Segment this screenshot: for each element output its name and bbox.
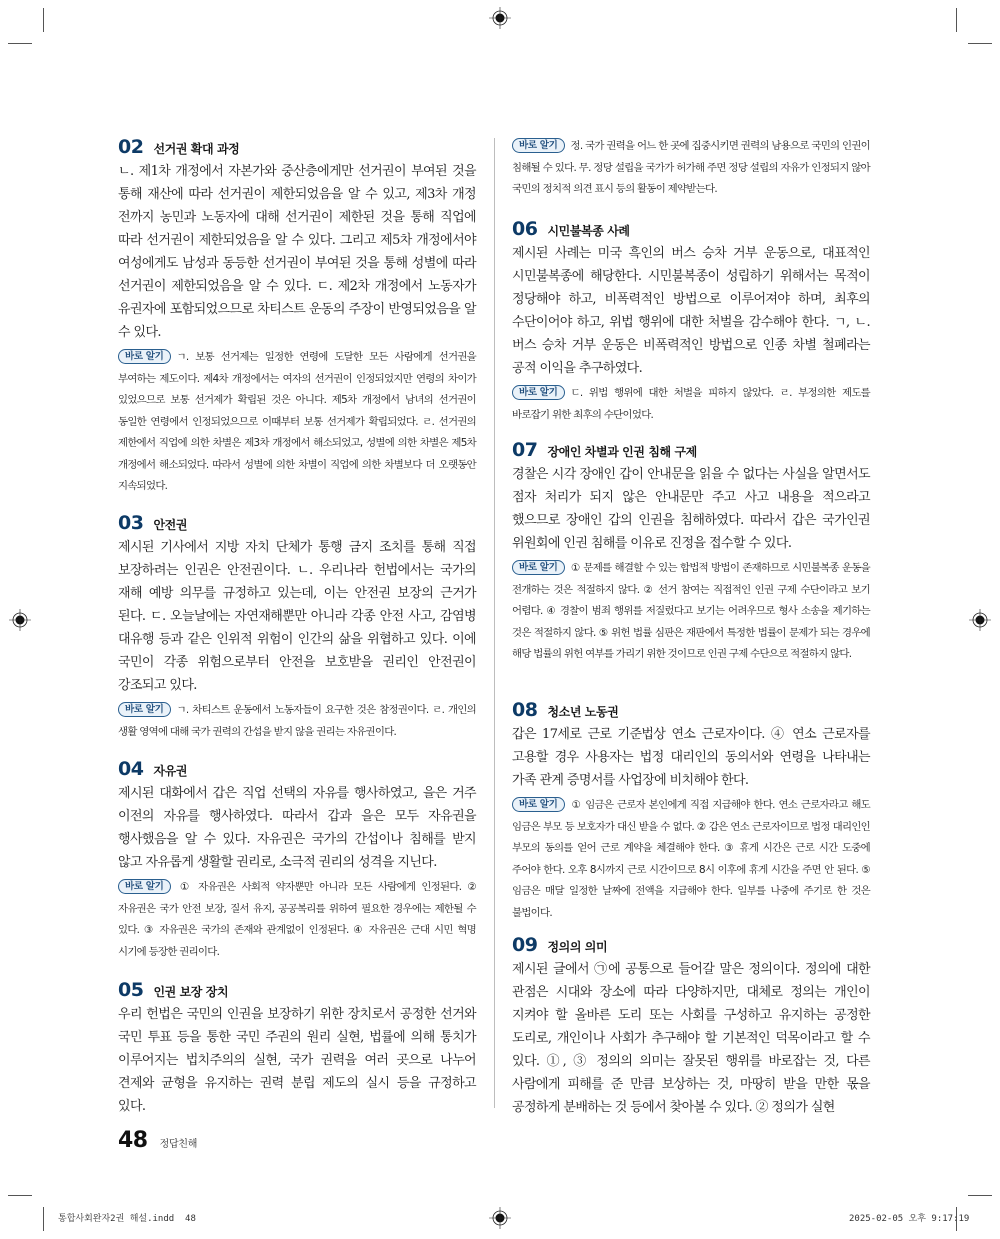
correction-note	[118, 347, 476, 498]
section-body: 제시된 기사에서 지방 자치 단체가 통행 금지 조치를 통해 직접 보장하려는 인권은 안전권이다. ㄴ. 우리나라 헌법에서는 국가의 재해 예방 의무를 규정하고 있는데, 이는 안전권 보장의 근거가 된다. ㄷ. 오늘날에는 자연재해뿐만 아니라 각종 안전 사고, 감염병 대유행 등과 같은 인위적 위험이 인간의 삶을 위협하고 있다. 이에 국민이 각종 위험으로부터 안전을 보호받을 권리인 안전권이 강조되고 있다.	[118, 540, 476, 693]
section-05-note-continued	[512, 136, 870, 201]
section-title: 안전권	[153, 518, 188, 532]
section-number: 04	[118, 758, 144, 780]
section-title: 인권 보장 장치	[153, 985, 229, 999]
registration-mark-icon	[9, 609, 31, 631]
correction-text: ㄷ. 위법 행위에 대한 처벌을 피하지 않았다. ㄹ. 부정의한 제도를 바로잡기 위한 최후의 수단이었다.	[512, 387, 870, 421]
section-heading	[118, 979, 476, 1001]
section-body: ㄴ. 제1차 개정에서 자본가와 중산층에게만 선거권이 부여된 것을 통해 재산에 따라 선거권이 제한되었음을 알 수 있고, 제3차 개정 전까지 농민과 노동자에 대해 선거권이 제한된 것을 통해 직업에 따라 선거권이 제한되었음을 알 수 있다. 그리고 제5차 개정에서야 여성에게도 남성과 동등한 선거권이 부여된 것을 통해 성별에 따라 선거권이 제한되었음을 알 수 있다. ㄷ. 제2차 개정에서 노동자가 유권자에 포함되었으므로 차티스트 운동의 주장이 반영되었음을 알 수 있다.	[118, 164, 476, 340]
section-body: 우리 헌법은 국민의 인권을 보장하기 위한 장치로서 공정한 선거와 국민 투표 등을 통한 국민 주권의 원리 실현, 법률에 의해 통치가 이루어지는 법치주의의 실현, 국가 권력을 여러 곳으로 나누어 견제와 균형을 유지하는 권력 분립 제도의 실시 등을 규정하고 있다.	[118, 1007, 476, 1114]
section-number: 08	[512, 699, 538, 721]
correction-text: ① 임금은 근로자 본인에게 직접 지급해야 한다. 연소 근로자라고 해도 임금은 부모 등 보호자가 대신 받을 수 없다. ② 갑은 연소 근로자이므로 법정 대리인인 부모의 동의를 얻어 근로 계약을 체결해야 한다. ③ 휴게 시간은 근로 시간 도중에 주어야 한다. 오후 8시까지 근로 시간이므로 8시 이후에 휴게 시간을 주면 안 된다. ⑤ 임금은 매달 일정한 날짜에 전액을 지급해야 한다. 일부를 나중에 주기로 한 것은 불법이다.	[512, 799, 870, 919]
section-08	[512, 699, 870, 924]
section-heading	[512, 218, 870, 240]
correction-badge: 바로 알기	[512, 797, 565, 812]
registration-mark-icon	[489, 1207, 511, 1229]
slug-datetime: 2025-02-05 오후 9:17:19	[849, 1214, 970, 1224]
correction-badge: 바로 알기	[118, 879, 171, 894]
section-title: 정의의 의미	[547, 940, 608, 954]
section-title: 자유권	[153, 764, 188, 778]
section-body: 갑은 17세로 근로 기준법상 연소 근로자이다. ④ 연소 근로자를 고용할 경우 사용자는 법정 대리인의 동의서와 연령을 나타내는 가족 관계 증명서를 사업장에 비치해야 한다.	[512, 727, 870, 788]
correction-note	[118, 700, 476, 743]
section-heading	[118, 512, 476, 534]
registration-mark-icon	[969, 609, 991, 631]
section-heading	[118, 136, 476, 158]
section-09	[512, 934, 870, 1119]
crop-mark-top-left-v	[43, 8, 44, 32]
crop-mark-top-left-h	[8, 43, 32, 44]
section-body: 제시된 글에서 ㉠에 공통으로 들어갈 말은 정의이다. 정의에 대한 관점은 시대와 장소에 따라 다양하지만, 대체로 정의는 개인이 지켜야 할 올바른 도리 또는 사회를 구성하고 유지하는 공정한 도리로, 개인이나 사회가 추구해야 할 기본적인 덕목이라고 할 수 있다. ①, ③ 정의의 의미는 잘못된 행위를 바로잡는 것, 다른 사람에게 피해를 준 만큼 보상하는 것, 마땅히 받을 만한 몫을 공정하게 분배하는 것 등에서 찾아볼 수 있다. ② 정의가 실현	[512, 962, 870, 1115]
page-folio	[118, 1128, 197, 1153]
correction-badge: 바로 알기	[118, 702, 171, 717]
crop-mark-top-right-v	[956, 8, 957, 32]
correction-note	[512, 383, 870, 426]
section-number: 09	[512, 934, 538, 956]
page-number: 48	[118, 1128, 148, 1153]
section-07	[512, 439, 870, 666]
registration-mark-icon	[489, 7, 511, 29]
section-heading	[512, 699, 870, 721]
correction-text: ㄱ. 보통 선거제는 일정한 연령에 도달한 모든 사람에게 선거권을 부여하는 제도이다. 제4차 개정에서는 여자의 선거권이 인정되었지만 연령의 차이가 있었으므로 보통 선거제가 확립된 것은 아니다. 제5차 개정에서 남녀의 선거권이 동일한 연령에서 인정되었으므로 이때부터 보통 선거제가 확립되었다. ㄹ. 선거권의 제한에서 직업에 의한 차별은 제3차 개정에서 해소되었고, 성별에 의한 차별은 제5차 개정에서 해소되었다. 따라서 성별에 의한 차별이 직업에 의한 차별보다 더 오랫동안 지속되었다.	[118, 351, 476, 492]
section-body: 제시된 사례는 미국 흑인의 버스 승차 거부 운동으로, 대표적인 시민불복종에 해당한다. 시민불복종이 성립하기 위해서는 목적이 정당해야 하고, 비폭력적인 방법으로 이루어져야 하며, 최후의 수단이어야 하고, 위법 행위에 대한 처벌을 감수해야 한다. ㄱ, ㄴ. 버스 승차 거부 운동은 비폭력적인 방법으로 인종 차별 철폐라는 공적 이익을 추구하였다.	[512, 246, 870, 376]
section-02	[118, 136, 476, 498]
column-divider	[494, 138, 495, 1108]
correction-badge: 바로 알기	[512, 138, 565, 153]
correction-text: ㄱ. 차티스트 운동에서 노동자들이 요구한 것은 참정권이다. ㄹ. 개인의 생활 영역에 대해 국가 권력의 간섭을 받지 않을 권리는 자유권이다.	[118, 704, 476, 738]
section-number: 06	[512, 218, 538, 240]
section-heading	[512, 439, 870, 461]
slug-file: 통합사회완자2권 해설.indd	[58, 1214, 175, 1224]
crop-mark-bottom-right-h	[968, 1195, 992, 1196]
correction-text: ① 자유권은 사회적 약자뿐만 아니라 모든 사람에게 인정된다. ② 자유권은 국가 안전 보장, 질서 유지, 공공복리를 위하여 필요한 경우에는 제한될 수 있다. ③ 자유권은 국가의 존재와 관계없이 인정된다. ④ 자유권은 근대 시민 혁명 시기에 등장한 권리이다.	[118, 881, 476, 958]
section-title: 청소년 노동권	[547, 705, 619, 719]
section-title: 장애인 차별과 인권 침해 구제	[547, 445, 697, 459]
correction-note	[118, 877, 476, 963]
correction-note	[512, 136, 870, 201]
crop-mark-top-right-h	[968, 43, 992, 44]
correction-text: 정. 국가 권력을 어느 한 곳에 집중시키면 권력의 남용으로 국민의 인권이 침해될 수 있다. 무. 정당 설립을 국가가 허가해 주면 정당 설립의 자유가 인정되지 않아 국민의 정치적 의견 표시 등의 활동이 제약받는다.	[512, 140, 870, 195]
section-heading	[512, 934, 870, 956]
correction-badge: 바로 알기	[512, 385, 565, 400]
section-05	[118, 979, 476, 1118]
correction-note	[512, 558, 870, 666]
section-04	[118, 758, 476, 963]
section-number: 05	[118, 979, 144, 1001]
correction-text: ① 문제를 해결할 수 있는 합법적 방법이 존재하므로 시민불복종 운동을 전개하는 것은 적절하지 않다. ② 선거 참여는 직접적인 인권 구제 수단이라고 보기 어렵다. ④ 경찰이 범죄 행위를 저질렀다고 보기는 어려우므로 형사 소송을 제기하는 것은 적절하지 않다. ⑤ 위헌 법률 심판은 재판에서 특정한 법률이 문제가 되는 경우에 해당 법률의 위헌 여부를 가리기 위한 것이므로 인권 구제 수단으로 적절하지 않다.	[512, 562, 870, 660]
slug-filename	[58, 1211, 196, 1224]
slug-page: 48	[185, 1214, 196, 1224]
correction-note	[512, 795, 870, 924]
section-body: 경찰은 시각 장애인 갑이 안내문을 읽을 수 없다는 사실을 알면서도 점자 처리가 되지 않은 안내문만 주고 사고 내용을 적으라고 했으므로 장애인 갑의 인권을 침해하였다. 따라서 갑은 국가인권 위원회에 인권 침해를 이유로 진정을 접수할 수 있다.	[512, 467, 870, 551]
crop-mark-bottom-left-v	[43, 1207, 44, 1231]
section-title: 시민불복종 사례	[547, 224, 630, 238]
correction-badge: 바로 알기	[512, 560, 565, 575]
section-number: 02	[118, 136, 144, 158]
book-label: 정답친해	[159, 1139, 198, 1150]
section-number: 07	[512, 439, 538, 461]
section-06	[512, 218, 870, 426]
section-number: 03	[118, 512, 144, 534]
correction-badge: 바로 알기	[118, 349, 171, 364]
section-body: 제시된 대화에서 갑은 직업 선택의 자유를 행사하였고, 을은 거주 이전의 자유를 행사하였다. 따라서 갑과 을은 모두 자유권을 행사했음을 알 수 있다. 자유권은 국가의 간섭이나 침해를 받지 않고 자유롭게 생활할 권리로, 소극적 권리의 성격을 지닌다.	[118, 786, 476, 870]
crop-mark-bottom-left-h	[8, 1195, 32, 1196]
section-03	[118, 512, 476, 743]
section-heading	[118, 758, 476, 780]
section-title: 선거권 확대 과정	[153, 142, 240, 156]
